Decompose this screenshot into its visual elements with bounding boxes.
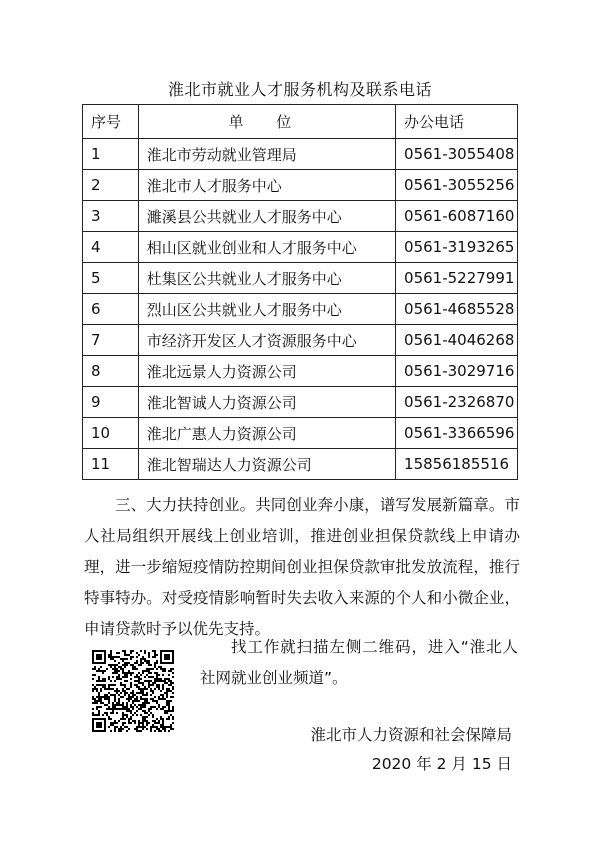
support-paragraph: 三、大力扶持创业。共同创业奔小康，谱写发展新篇章。市人社局组织开展线上创业培训，推进创业担保贷款线上申请办理，进一步缩短疫情防控期间创业担保贷款审批发放流程，推行特事特办。对受疫情影响暂时失去收入来源的个人和小微企业，申请贷款时予以优先支持。 xyxy=(84,496,520,638)
row-unit: 烈山区公共就业人才服务中心 xyxy=(138,294,395,325)
qr-hint-paragraph: 找工作就扫描左侧二维码，进入“淮北人社网就业创业频道”。 xyxy=(200,638,518,687)
row-number: 4 xyxy=(83,232,139,263)
row-unit: 杜集区公共就业人才服务中心 xyxy=(138,263,395,294)
row-unit: 淮北市劳动就业管理局 xyxy=(138,139,395,170)
header-phone: 办公电话 xyxy=(396,105,518,139)
table-row xyxy=(83,294,518,325)
row-phone: 0561-4046268 xyxy=(396,325,518,356)
row-phone: 0561-6087160 xyxy=(396,201,518,232)
table-row xyxy=(83,387,518,418)
row-unit: 淮北远景人力资源公司 xyxy=(138,356,395,387)
table-row xyxy=(83,201,518,232)
table-row xyxy=(83,263,518,294)
row-unit: 市经济开发区人才资源服务中心 xyxy=(138,325,395,356)
row-number: 7 xyxy=(83,325,139,356)
row-number: 11 xyxy=(83,449,139,480)
document-title: 淮北市就业人才服务机构及联系电话 xyxy=(167,80,432,99)
row-unit: 相山区就业创业和人才服务中心 xyxy=(138,232,395,263)
row-phone: 0561-5227991 xyxy=(396,263,518,294)
row-number: 9 xyxy=(83,387,139,418)
row-unit: 淮北市人才服务中心 xyxy=(138,170,395,201)
issuing-organization: 淮北市人力资源和社会保障局 xyxy=(310,726,512,744)
row-unit: 淮北智瑞达人力资源公司 xyxy=(138,449,395,480)
qr-code-icon[interactable] xyxy=(92,650,174,732)
row-phone: 0561-3193265 xyxy=(396,232,518,263)
table-row xyxy=(83,325,518,356)
table-row xyxy=(83,356,518,387)
row-number: 5 xyxy=(83,263,139,294)
table-row xyxy=(83,139,518,170)
row-unit: 淮北智诚人力资源公司 xyxy=(138,387,395,418)
row-unit: 淮北广惠人力资源公司 xyxy=(138,418,395,449)
table-row xyxy=(83,449,518,480)
row-number: 6 xyxy=(83,294,139,325)
contacts-table xyxy=(82,104,518,480)
header-unit: 单 位 xyxy=(138,105,395,139)
table-row xyxy=(83,170,518,201)
table-body xyxy=(83,139,518,480)
row-number: 1 xyxy=(83,139,139,170)
row-phone: 0561-3366596 xyxy=(396,418,518,449)
issue-date: 2020 年 2 月 15 日 xyxy=(371,755,512,773)
row-number: 8 xyxy=(83,356,139,387)
row-phone: 0561-4685528 xyxy=(396,294,518,325)
table-header-row xyxy=(83,105,518,139)
row-number: 3 xyxy=(83,201,139,232)
header-no: 序号 xyxy=(83,105,139,139)
row-phone: 0561-3055256 xyxy=(396,170,518,201)
table-row xyxy=(83,418,518,449)
row-phone: 0561-3055408 xyxy=(396,139,518,170)
row-phone: 0561-2326870 xyxy=(396,387,518,418)
row-phone: 0561-3029716 xyxy=(396,356,518,387)
row-unit: 濉溪县公共就业人才服务中心 xyxy=(138,201,395,232)
row-phone: 15856185516 xyxy=(396,449,518,480)
table-row xyxy=(83,232,518,263)
row-number: 10 xyxy=(83,418,139,449)
row-number: 2 xyxy=(83,170,139,201)
